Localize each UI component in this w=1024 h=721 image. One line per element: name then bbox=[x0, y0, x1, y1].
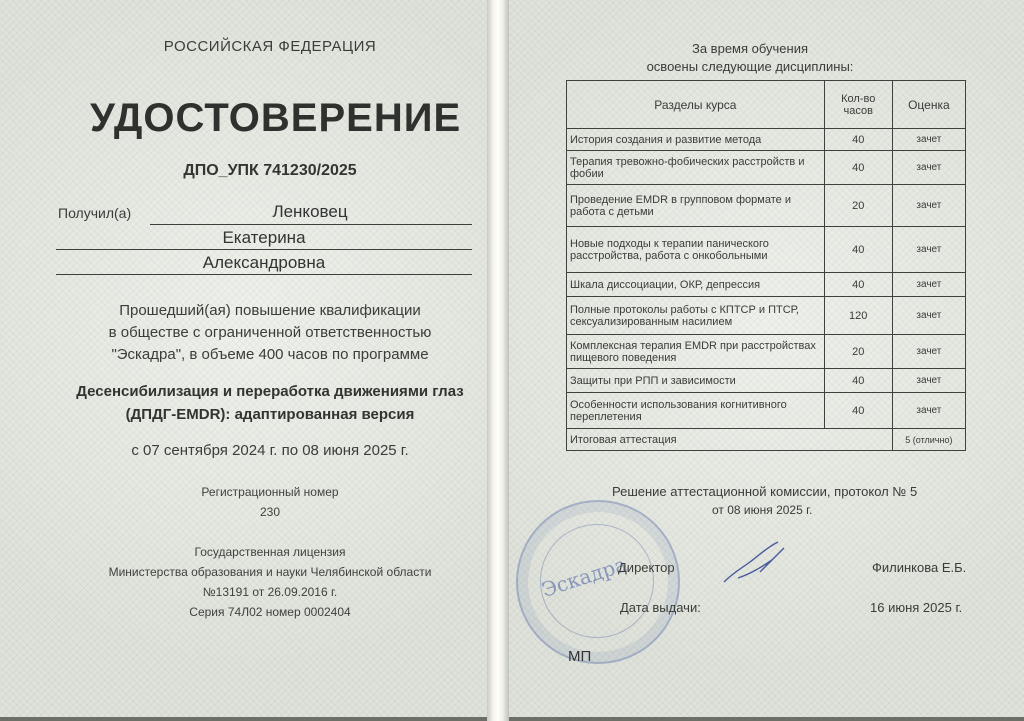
heading-line: освоены следующие дисциплины: bbox=[646, 59, 854, 74]
director-name: Филинкова Е.Б. bbox=[872, 560, 967, 575]
course-hours: 40 bbox=[824, 393, 892, 429]
program-title bbox=[60, 380, 480, 426]
table-row bbox=[567, 393, 966, 429]
course-hours: 20 bbox=[824, 335, 892, 369]
course-grade: зачет bbox=[892, 227, 965, 273]
course-hours: 40 bbox=[824, 369, 892, 393]
course-grade: зачет bbox=[892, 369, 965, 393]
course-hours: 40 bbox=[824, 129, 892, 151]
final-grade: 5 (отлично) bbox=[892, 429, 965, 451]
seal-place-label: МП bbox=[568, 648, 592, 665]
body-line: "Эскадра", в объеме 400 часов по программе bbox=[111, 346, 429, 363]
surname: Ленковец bbox=[272, 202, 348, 221]
program-line: Десенсибилизация и переработка движениями глаз bbox=[76, 383, 464, 400]
course-name: Комплексная терапия EMDR при расстройствах пищевого поведения bbox=[567, 335, 825, 369]
course-hours: 40 bbox=[824, 273, 892, 297]
table-row bbox=[567, 185, 966, 227]
table-row bbox=[567, 129, 966, 151]
disciplines-heading bbox=[600, 40, 900, 76]
study-period: с 07 сентября 2024 г. по 08 июня 2025 г. bbox=[131, 442, 409, 459]
course-name: Терапия тревожно-фобических расстройств и фобии bbox=[567, 151, 825, 185]
table-row bbox=[567, 369, 966, 393]
course-hours: 40 bbox=[824, 151, 892, 185]
certificate-number: ДПО_УПК 741230/2025 bbox=[183, 162, 357, 179]
header-course: Разделы курса bbox=[567, 81, 825, 129]
patronymic: Александровна bbox=[202, 253, 326, 272]
license-line: Государственная лицензия bbox=[194, 545, 346, 559]
certificate-title: УДОСТОВЕРЕНИЕ bbox=[90, 96, 462, 140]
header-grade: Оценка bbox=[892, 81, 965, 129]
disciplines-table bbox=[566, 80, 966, 451]
underline bbox=[56, 274, 472, 275]
surname-row bbox=[150, 202, 470, 222]
heading-line: За время обучения bbox=[691, 41, 809, 56]
body-line: в обществе с ограниченной ответственностью bbox=[108, 324, 432, 341]
course-name: Новые подходы к терапии панического расстройства, работа с онкобольными bbox=[567, 227, 825, 273]
body-line: Прошедший(ая) повышение квалификации bbox=[119, 302, 421, 319]
underline bbox=[150, 224, 472, 225]
director-label: Директор bbox=[618, 560, 675, 575]
license-line: Министерства образования и науки Челябинской области bbox=[108, 565, 432, 579]
issue-date: 16 июня 2025 г. bbox=[870, 600, 963, 615]
course-name: Особенности использования когнитивного переплетения bbox=[567, 393, 825, 429]
course-grade: зачет bbox=[892, 151, 965, 185]
underline bbox=[56, 249, 472, 250]
final-attestation-row bbox=[567, 429, 966, 451]
course-hours: 40 bbox=[824, 227, 892, 273]
course-name: Проведение EMDR в групповом формате и работа с детьми bbox=[567, 185, 825, 227]
first-name: Екатерина bbox=[222, 228, 306, 247]
course-grade: зачет bbox=[892, 273, 965, 297]
table-header-row bbox=[567, 81, 966, 129]
course-hours: 120 bbox=[824, 297, 892, 335]
received-label: Получил(а) bbox=[58, 205, 132, 221]
license-line: №13191 от 26.09.2016 г. bbox=[202, 585, 338, 599]
course-grade: зачет bbox=[892, 185, 965, 227]
course-grade: зачет bbox=[892, 297, 965, 335]
course-hours: 20 bbox=[824, 185, 892, 227]
stamp-text: Эскадра bbox=[538, 551, 630, 603]
table-row bbox=[567, 227, 966, 273]
table-row bbox=[567, 273, 966, 297]
first-name-row bbox=[56, 228, 472, 248]
course-name: Шкала диссоциации, ОКР, депрессия bbox=[567, 273, 825, 297]
reg-number-label: Регистрационный номер bbox=[201, 485, 339, 499]
commission-date: от 08 июня 2025 г. bbox=[712, 503, 813, 517]
commission-decision: Решение аттестационной комиссии, протокол № 5 bbox=[612, 484, 918, 499]
license-block bbox=[60, 542, 480, 622]
final-label: Итоговая аттестация bbox=[567, 429, 893, 451]
country-heading: РОССИЙСКАЯ ФЕДЕРАЦИЯ bbox=[163, 38, 377, 55]
course-name: Защиты при РПП и зависимости bbox=[567, 369, 825, 393]
course-grade: зачет bbox=[892, 393, 965, 429]
reg-number: 230 bbox=[259, 505, 281, 519]
program-line: (ДПДГ-EMDR): адаптированная версия bbox=[125, 406, 415, 423]
course-name: Полные протоколы работы с КПТСР и ПТСР, сексуализированным насилием bbox=[567, 297, 825, 335]
patronymic-row bbox=[56, 253, 472, 273]
course-name: История создания и развитие метода bbox=[567, 129, 825, 151]
qualification-text bbox=[60, 300, 480, 366]
license-line: Серия 74Л02 номер 0002404 bbox=[189, 605, 351, 619]
header-hours: Кол-во часов bbox=[824, 81, 892, 129]
binding-spine bbox=[487, 0, 509, 721]
table-row bbox=[567, 297, 966, 335]
course-grade: зачет bbox=[892, 335, 965, 369]
course-grade: зачет bbox=[892, 129, 965, 151]
issue-date-label: Дата выдачи: bbox=[620, 600, 701, 615]
left-page bbox=[0, 0, 500, 717]
table-row bbox=[567, 335, 966, 369]
table-row bbox=[567, 151, 966, 185]
director-signature bbox=[720, 538, 790, 588]
